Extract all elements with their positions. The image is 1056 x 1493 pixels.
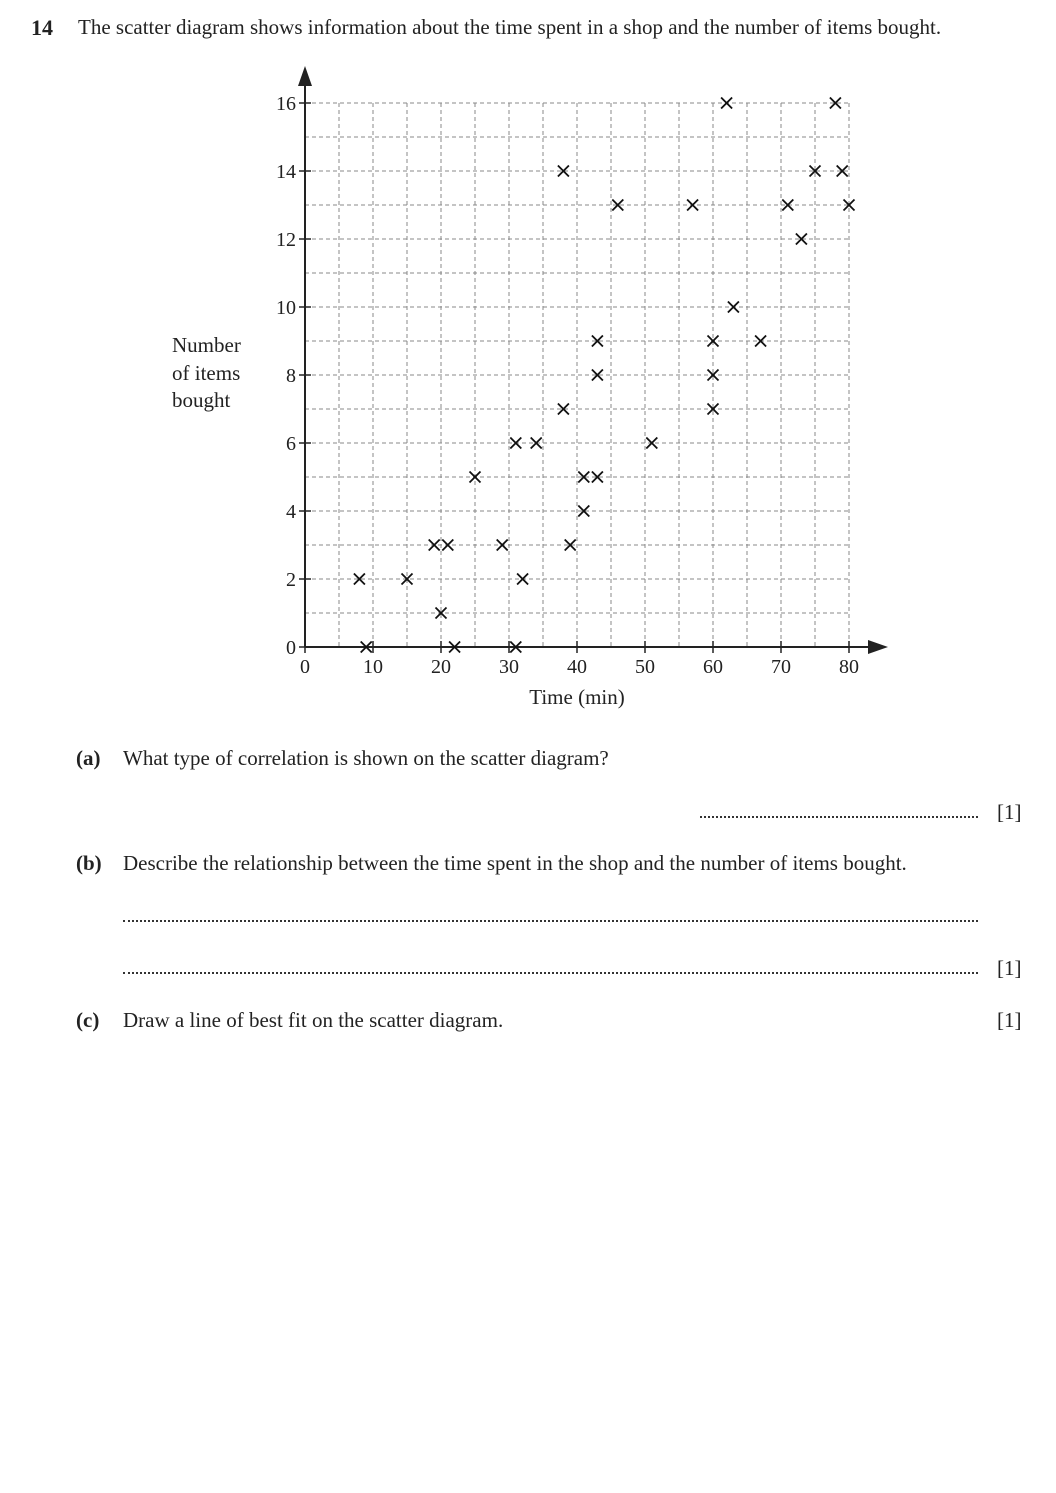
y-tick-label: 10: [276, 297, 296, 319]
y-axis-label-line-1: Number: [172, 333, 241, 357]
data-point: [728, 302, 739, 313]
part-c-letter: (c): [76, 1008, 100, 1032]
part-b-text: Describe the relationship between the time spent in the shop and the number of items bought.: [123, 851, 907, 875]
x-tick-label: 10: [363, 656, 383, 678]
y-tick-label: 0: [286, 637, 296, 659]
y-tick-label: 6: [286, 433, 296, 455]
x-tick-label: 40: [567, 656, 587, 678]
x-tick-label: 0: [300, 656, 310, 678]
y-tick-label: 8: [286, 365, 296, 387]
data-point: [497, 540, 508, 551]
y-tick-label: 14: [276, 161, 296, 183]
y-tick-label: 12: [276, 229, 296, 251]
part-a-marks: [1]: [997, 800, 1022, 824]
part-c-marks: [1]: [997, 1008, 1022, 1032]
data-point: [442, 540, 453, 551]
x-tick-label: 20: [431, 656, 451, 678]
y-axis-label-line-3: bought: [172, 388, 231, 412]
axis-layer: [298, 66, 888, 654]
part-b-answer-line-2[interactable]: [123, 972, 978, 974]
question-intro: The scatter diagram shows information about the time spent in a shop and the number of items bought.: [78, 15, 942, 39]
data-point: [721, 98, 732, 109]
part-b-letter: (b): [76, 851, 102, 875]
tick-layer: [276, 93, 859, 678]
x-tick-label: 50: [635, 656, 655, 678]
y-tick-label: 2: [286, 569, 296, 591]
x-axis-label: Time (min): [529, 685, 625, 709]
x-tick-label: 60: [703, 656, 723, 678]
part-a-letter: (a): [76, 746, 101, 770]
scatter-chart: [0, 0, 1056, 740]
part-b-marks: [1]: [997, 956, 1022, 980]
part-c-text: Draw a line of best fit on the scatter diagram.: [123, 1008, 504, 1032]
x-tick-label: 70: [771, 656, 791, 678]
data-point: [470, 472, 481, 483]
point-layer: [354, 98, 855, 653]
question-number: 14: [31, 15, 53, 40]
y-axis-arrow-icon: [298, 66, 312, 86]
x-tick-label: 30: [499, 656, 519, 678]
grid-layer: [305, 103, 849, 647]
y-tick-label: 4: [286, 501, 296, 523]
part-a-answer-line[interactable]: [700, 816, 978, 818]
y-axis-label-line-2: of items: [172, 360, 241, 385]
x-axis-arrow-icon: [868, 640, 888, 654]
y-tick-label: 16: [276, 93, 296, 115]
data-point: [687, 200, 698, 211]
part-a-text: What type of correlation is shown on the scatter diagram?: [123, 746, 609, 770]
part-b-answer-line-1[interactable]: [123, 920, 978, 922]
x-tick-label: 80: [839, 656, 859, 678]
